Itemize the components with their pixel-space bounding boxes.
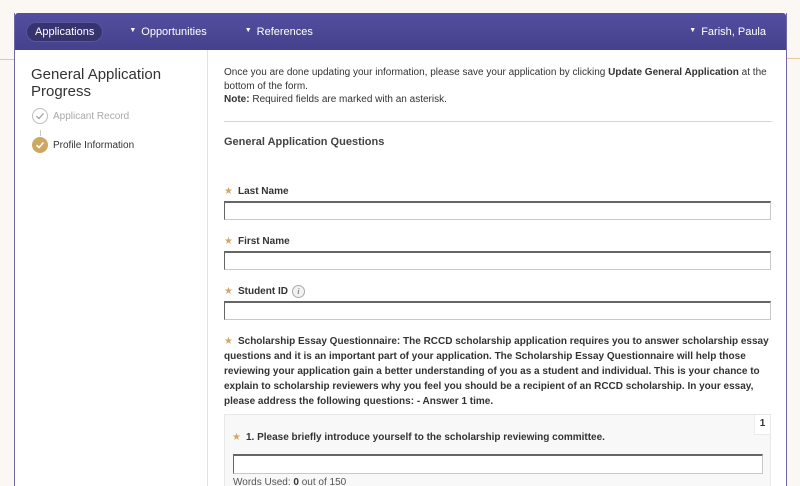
info-icon[interactable]: i [292, 285, 305, 298]
required-star-icon: ★ [224, 336, 233, 347]
word-count [233, 477, 346, 486]
student-id-label-text: Student ID [237, 286, 288, 297]
last-name-input[interactable] [224, 201, 771, 220]
main-content [208, 50, 786, 486]
essay-entry-box [224, 414, 771, 486]
required-star-icon: ★ [224, 186, 233, 197]
word-count-prefix: Words Used: [233, 477, 294, 486]
intro-text-bold: Update General Application [608, 67, 739, 78]
check-filled-icon [32, 137, 48, 153]
entry-number-badge: 1 [754, 415, 770, 435]
first-name-input[interactable] [224, 251, 771, 270]
essay-questionnaire-label [224, 334, 774, 409]
step-applicant-record[interactable] [32, 108, 129, 124]
student-id-label [224, 285, 305, 298]
user-name: Farish, Paula [701, 25, 766, 38]
last-name-label-text: Last Name [237, 186, 289, 197]
essay-question-label [232, 432, 605, 443]
caret-down-icon: ▼ [129, 27, 137, 34]
check-circle-icon [32, 108, 48, 124]
intro-text-part: at the bottom of the form. [224, 67, 767, 92]
last-name-label [224, 186, 289, 197]
user-menu[interactable] [677, 21, 774, 43]
section-divider [224, 121, 772, 122]
nav-references-label: References [256, 25, 313, 38]
required-star-icon: ★ [224, 286, 233, 297]
nav-opportunities-label: Opportunities [141, 25, 207, 38]
intro-text [224, 66, 774, 107]
word-count-value: 0 [293, 477, 299, 486]
nav-opportunities[interactable] [117, 21, 218, 43]
sidebar-title: General Application Progress [31, 66, 162, 100]
top-navigation-bar [15, 13, 786, 50]
app-frame [14, 13, 787, 486]
word-count-suffix: out of 150 [298, 477, 347, 486]
essay-answer-input[interactable] [233, 454, 763, 474]
step-label: Profile Information [53, 139, 135, 151]
step-connector [40, 130, 41, 136]
step-label: Applicant Record [53, 110, 130, 122]
nav-applications-label: Applications [35, 25, 95, 38]
essay-questionnaire-text: Scholarship Essay Questionnaire: The RCCD scholarship application requires you to answer scholarship essay questions and it is an important part of your application. The Scholarship Essay Questionnaire will help those reviewing your application gain a better understanding of you as a student and individual. This is your chance to explain to scholarship reviewers why you feel you should be a recipient of an RCCD scholarship. In your essay, please address the following questions: - Answer 1 time. [224, 336, 769, 407]
first-name-label [224, 236, 290, 247]
note-text: Required fields are marked with an asterisk. [249, 94, 447, 105]
background-accent-line [0, 59, 14, 60]
nav-applications[interactable] [26, 22, 103, 42]
note-label: Note: [224, 94, 250, 105]
nav-references[interactable] [233, 21, 325, 43]
step-profile-information[interactable] [32, 137, 134, 153]
essay-question-text: 1. Please briefly introduce yourself to the scholarship reviewing committee. [245, 432, 605, 443]
progress-sidebar [15, 50, 208, 486]
section-title: General Application Questions [224, 136, 385, 148]
required-star-icon: ★ [232, 432, 241, 443]
student-id-input[interactable] [224, 301, 771, 320]
intro-text-part: Once you are done updating your information, please save your application by clicking [224, 67, 609, 78]
background-accent-line [786, 58, 800, 59]
caret-down-icon: ▼ [244, 27, 252, 34]
caret-down-icon: ▼ [689, 27, 697, 34]
required-star-icon: ★ [224, 236, 233, 247]
first-name-label-text: First Name [237, 236, 290, 247]
